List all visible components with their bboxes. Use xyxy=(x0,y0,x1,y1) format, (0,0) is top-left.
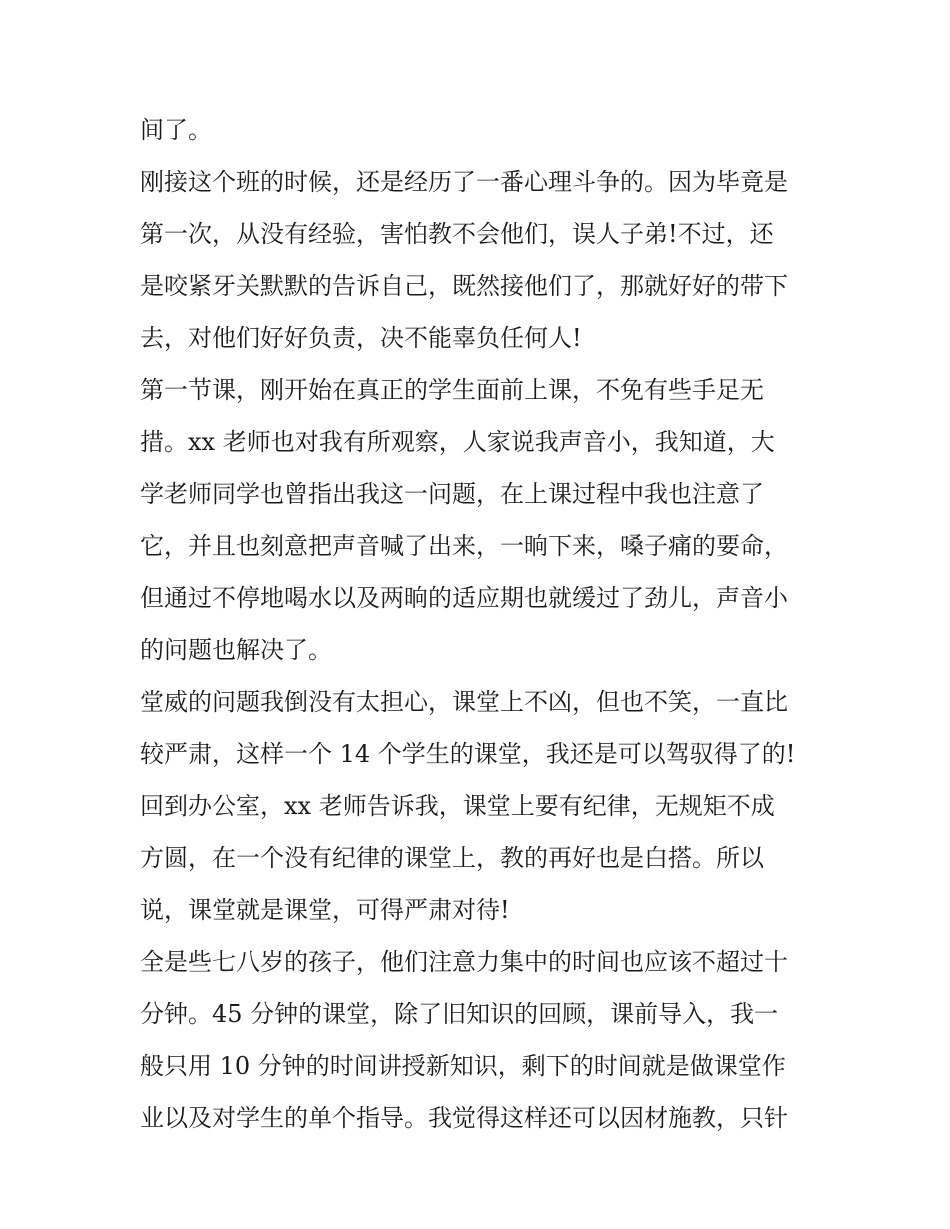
text-line: 较严肃，这样一个 14 个学生的课堂，我还是可以驾驭得了的! xyxy=(140,740,796,768)
text-line: 但通过不停地喝水以及两晌的适应期也就缓过了劲儿，声音小 xyxy=(140,584,788,612)
text-line: 刚接这个班的时候，还是经历了一番心理斗争的。因为毕竟是 xyxy=(140,168,788,196)
text-line: 措。xx 老师也对我有所观察，人家说我声音小，我知道，大 xyxy=(140,428,775,456)
text-line: 业以及对学生的单个指导。我觉得这样还可以因材施教，只针 xyxy=(140,1104,788,1132)
text-line: 说，课堂就是课堂，可得严肃对待! xyxy=(140,896,510,924)
text-line: 学老师同学也曾指出我这一问题，在上课过程中我也注意了 xyxy=(140,480,764,508)
text-line: 第一次，从没有经验，害怕教不会他们，误人子弟!不过，还 xyxy=(140,220,774,248)
text-line: 间了。 xyxy=(140,116,212,144)
text-line: 的问题也解决了。 xyxy=(140,636,332,664)
text-line: 方圆，在一个没有纪律的课堂上，教的再好也是白搭。所以 xyxy=(140,844,764,872)
text-line: 分钟。45 分钟的课堂，除了旧知识的回顾，课前导入，我一 xyxy=(140,1000,779,1028)
text-line: 般只用 10 分钟的时间讲授新知识，剩下的时间就是做课堂作 xyxy=(140,1052,786,1080)
text-line: 它，并且也刻意把声音喊了出来，一晌下来，嗓子痛的要命， xyxy=(140,532,788,560)
text-line: 去，对他们好好负责，决不能辜负任何人! xyxy=(140,324,582,352)
text-line: 回到办公室，xx 老师告诉我，课堂上要有纪律，无规矩不成 xyxy=(140,792,775,820)
text-line: 全是些七八岁的孩子，他们注意力集中的时间也应该不超过十 xyxy=(140,948,788,976)
body-text xyxy=(140,104,820,1144)
text-line: 第一节课，刚开始在真正的学生面前上课，不免有些手足无 xyxy=(140,376,764,404)
text-line: 是咬紧牙关默默的告诉自己，既然接他们了，那就好好的带下 xyxy=(140,272,788,300)
text-line: 堂威的问题我倒没有太担心，课堂上不凶，但也不笑，一直比 xyxy=(140,688,788,716)
